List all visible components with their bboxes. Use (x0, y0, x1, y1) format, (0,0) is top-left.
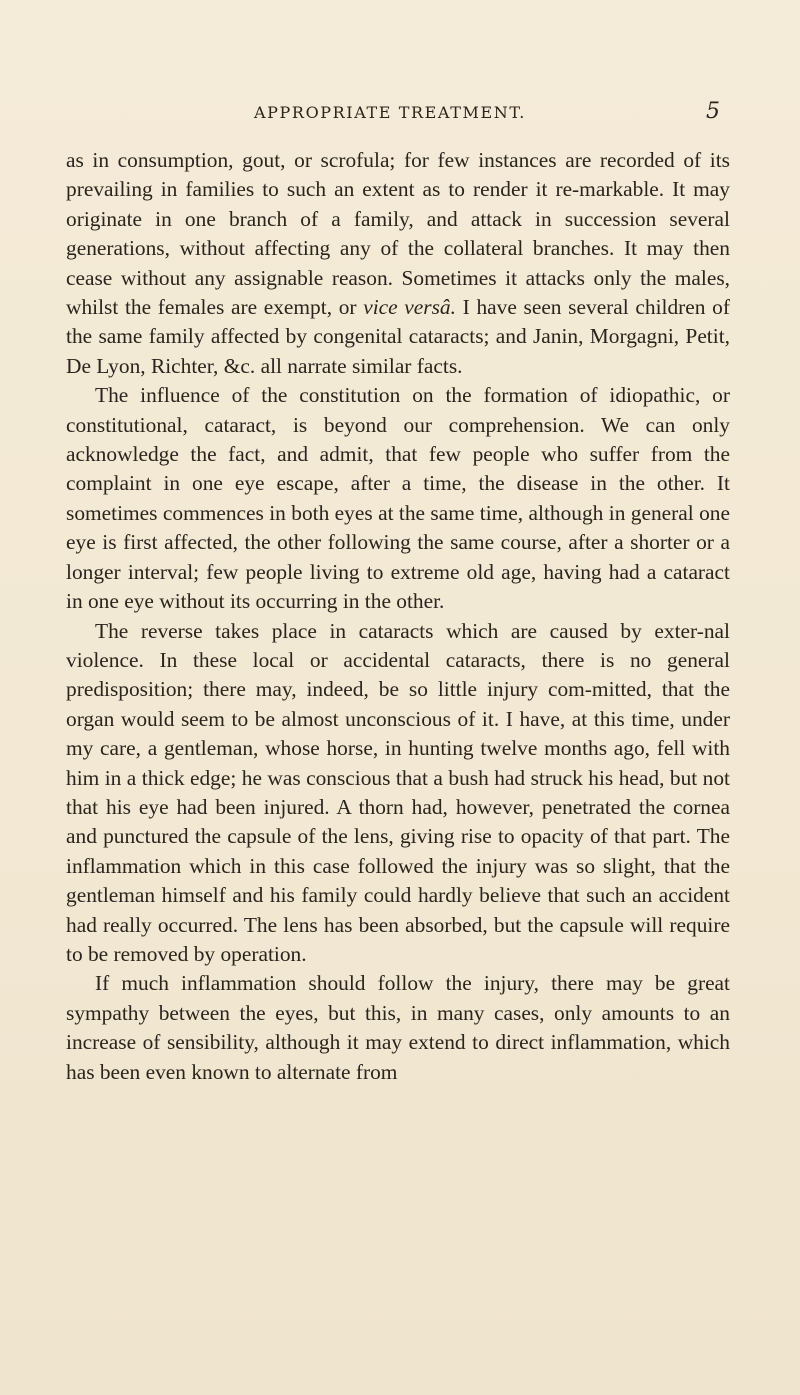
paragraph-text: as in consumption, gout, or scrofula; for few instances are recorded of its prevailing in families to such an extent as to render it re-markable. It may originate in one branch of a family, and attack in succession several generations, without affecting any of the collateral branches. It may then cease without any assignable reason. Sometimes it attacks only the males, whilst the females are exempt, or (66, 148, 730, 320)
paragraph: The influence of the constitution on the formation of idiopathic, or constitutional, cataract, is beyond our comprehension. We can only acknowledge the fact, and admit, that few people who suffer from the complaint in one eye escape, after a time, the disease in the other. It sometimes commences in both eyes at the same time, although in general one eye is first affected, the other following the same course, after a shorter or a longer interval; few people living to extreme old age, having had a cataract in one eye without its occurring in the other. (66, 383, 730, 614)
italic-phrase: vice versâ. (363, 295, 456, 320)
running-header (60, 99, 720, 129)
paragraph: The reverse takes place in cataracts which are caused by exter-nal violence. In these local or accidental cataracts, there is no general predisposition; there may, indeed, be so little injury com-mitted, that the organ would seem to be almost unconscious of it. I have, at this time, under my care, a gentleman, whose horse, in hunting twelve months ago, fell with him in a thick edge; he was conscious that a bush had struck his head, but not that his eye had been injured. A thorn had, however, penetrated the cornea and punctured the capsule of the lens, giving rise to opacity of that part. The inflammation which in this case followed the injury was so slight, that the gentleman himself and his family could hardly believe that such an accident had really occurred. The lens has been absorbed, but the capsule will require to be removed by operation. (66, 618, 730, 966)
paragraph-text: I have seen several children of the same family affected by congenital cataracts; and Janin, Morgagni, Petit, De Lyon, Richter, &c. all narrate similar facts. (66, 295, 730, 378)
paragraph (66, 146, 730, 381)
running-title: APPROPRIATE TREATMENT. (254, 103, 526, 122)
body-text (66, 146, 730, 1087)
page-number: 5 (706, 99, 720, 124)
paragraph: If much inflammation should follow the injury, there may be great sympathy between the eyes, but this, in many cases, only amounts to an increase of sensibility, although it may extend to direct inflammation, which has been even known to alternate from (66, 971, 730, 1084)
